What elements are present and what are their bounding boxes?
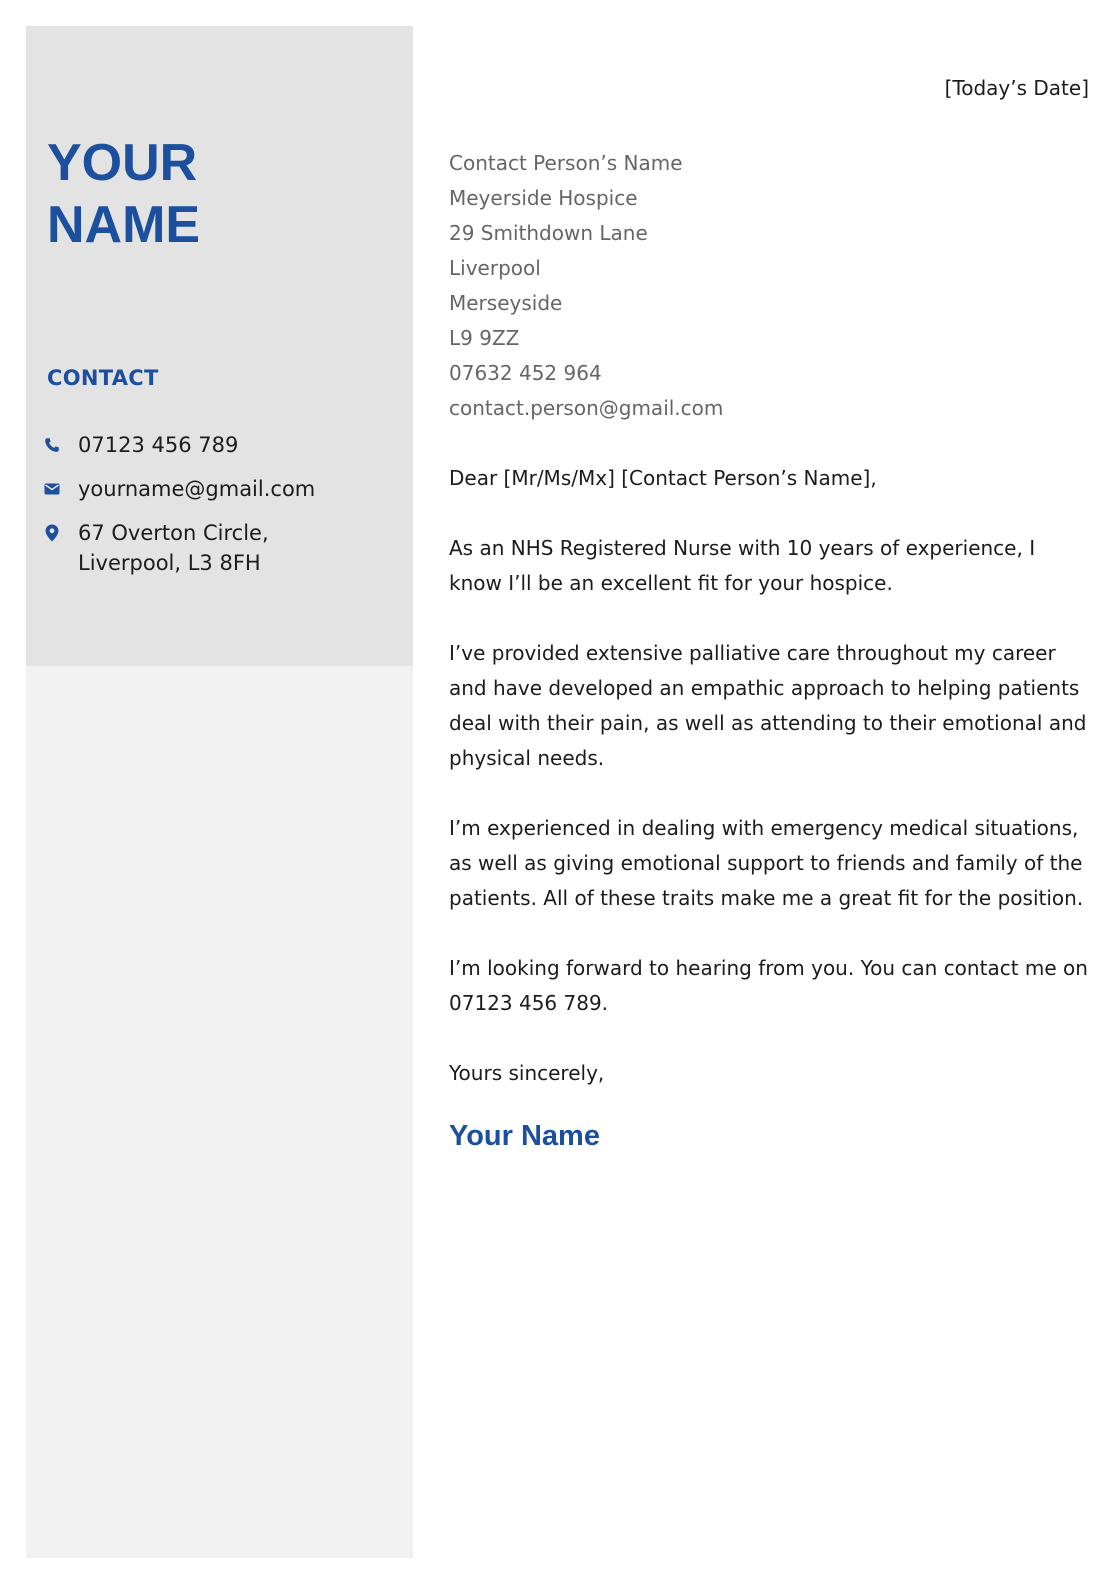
name-line-1: YOUR: [47, 134, 198, 192]
recipient-name: Contact Person’s Name: [449, 151, 683, 175]
recipient-email: contact.person@gmail.com: [449, 396, 724, 420]
address-line-2: Liverpool, L3 8FH: [78, 551, 261, 575]
contact-heading: CONTACT: [47, 366, 159, 390]
letter-date: [Today’s Date]: [944, 76, 1089, 100]
location-pin-icon: [44, 518, 60, 548]
recipient-phone: 07632 452 964: [449, 361, 602, 385]
phone-icon: [44, 430, 60, 460]
paragraph-3: I’m experienced in dealing with emergency medical situations, as well as giving emotional support to friends and family of the patients. All of these traits make me a great fit for the position.: [449, 816, 1084, 910]
envelope-icon: [44, 474, 60, 504]
recipient-organisation: Meyerside Hospice: [449, 186, 638, 210]
contact-email: [44, 474, 315, 504]
recipient-address-block: [449, 146, 723, 426]
letter-content: [449, 461, 1089, 1126]
recipient-county: Merseyside: [449, 291, 563, 315]
salutation: Dear [Mr/Ms/Mx] [Contact Person’s Name],: [449, 466, 877, 490]
name-heading: [47, 132, 200, 256]
paragraph-2: I’ve provided extensive palliative care throughout my career and have developed an empathic approach to helping patients deal with their pain, as well as attending to their emotional and physical needs.: [449, 641, 1087, 770]
signature-name: Your Name: [449, 1120, 600, 1152]
recipient-postcode: L9 9ZZ: [449, 326, 520, 350]
closing: Yours sincerely,: [449, 1061, 605, 1085]
name-line-2: NAME: [47, 196, 201, 254]
recipient-street: 29 Smithdown Lane: [449, 221, 648, 245]
contact-address: [44, 518, 269, 578]
contact-phone: [44, 430, 238, 460]
paragraph-4: I’m looking forward to hearing from you. You can contact me on 07123 456 789.: [449, 956, 1088, 1015]
sidebar-header-panel: [26, 26, 413, 666]
sidebar: [26, 26, 413, 1558]
address-text: [78, 518, 269, 578]
recipient-city: Liverpool: [449, 256, 541, 280]
email-text: yourname@gmail.com: [78, 477, 316, 501]
paragraph-1: As an NHS Registered Nurse with 10 years of experience, I know I’ll be an excellent fit for your hospice.: [449, 536, 1036, 595]
address-line-1: 67 Overton Circle,: [78, 521, 269, 545]
phone-text: 07123 456 789: [78, 433, 239, 457]
